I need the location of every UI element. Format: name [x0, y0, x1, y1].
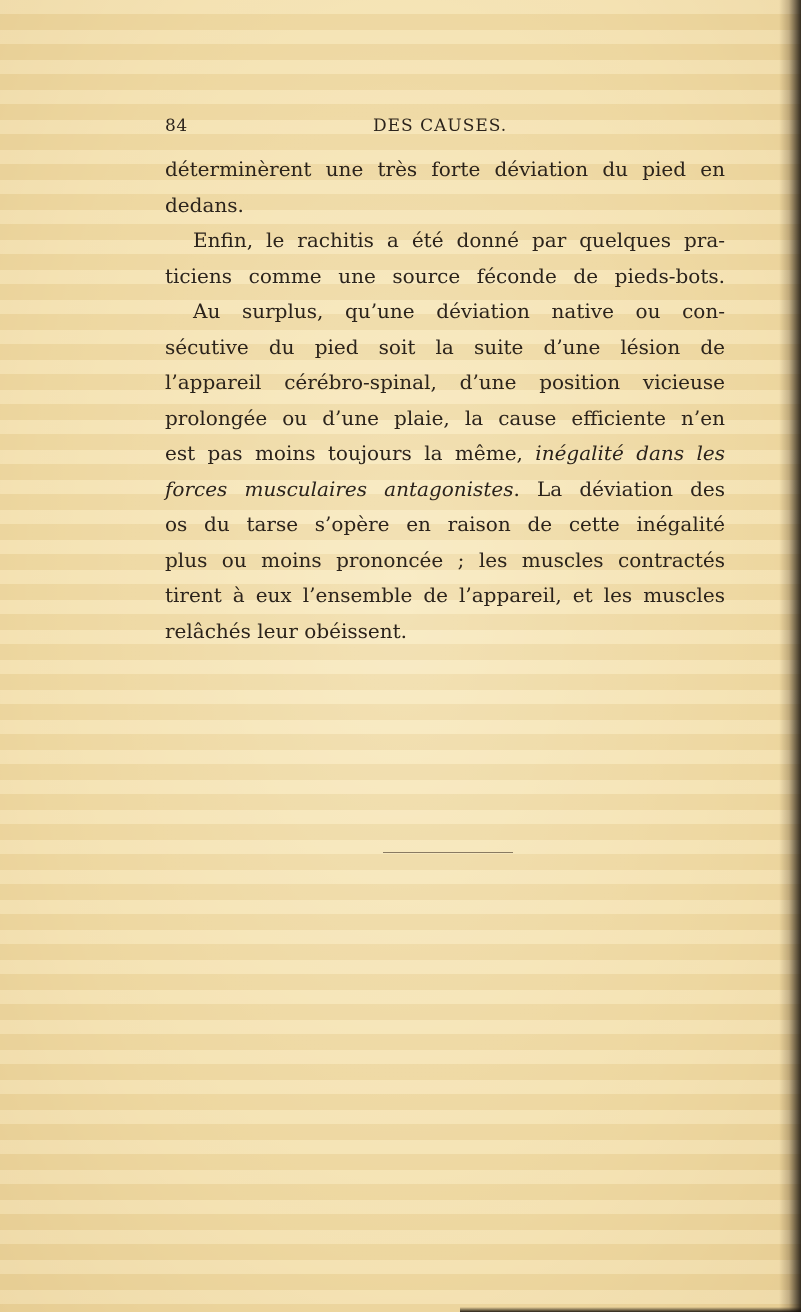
page-header: [165, 116, 725, 144]
text-line: os du tarse s’opère en raison de cette inégalité: [165, 512, 725, 536]
text-line: sécutive du pied soit la suite d’une lésion de: [165, 334, 725, 359]
text-line: dedans.: [165, 192, 244, 217]
text-line: tirent à eux l’ensemble de l’appareil, et les muscles: [165, 583, 725, 607]
page-edge-shadow: [779, 0, 801, 1312]
section-end-rule: [383, 852, 513, 853]
running-title: DES CAUSES.: [373, 116, 508, 136]
text-line: ticiens comme une source féconde de pieds-bots.: [165, 263, 725, 288]
text-line: l’appareil cérébro-spinal, d’une position vicieuse: [165, 370, 725, 394]
text-line: Au surplus, qu’une déviation native ou con-: [193, 299, 725, 323]
page-number: 84: [165, 116, 188, 136]
text-run: . La déviation des: [513, 476, 726, 501]
text-line: [165, 472, 725, 508]
text-line: plus ou moins prononcée ; les muscles contractés: [165, 547, 725, 572]
text-line: [165, 436, 725, 472]
text-line: prolongée ou d’une plaie, la cause efficiente n’en: [165, 405, 725, 430]
text-line: relâchés leur obéissent.: [165, 618, 408, 643]
text-line: déterminèrent une très forte déviation du pied en: [165, 157, 725, 181]
italic-text-run: forces musculaires antagonistes: [165, 476, 514, 501]
text-line: Enfin, le rachitis a été donné par quelques pra-: [193, 228, 725, 252]
page-bottom-edge: [460, 1307, 801, 1312]
text-run: est pas moins toujours la même,: [165, 441, 536, 465]
body-text: [165, 152, 725, 649]
italic-text-run: inégalité dans les: [535, 441, 725, 465]
